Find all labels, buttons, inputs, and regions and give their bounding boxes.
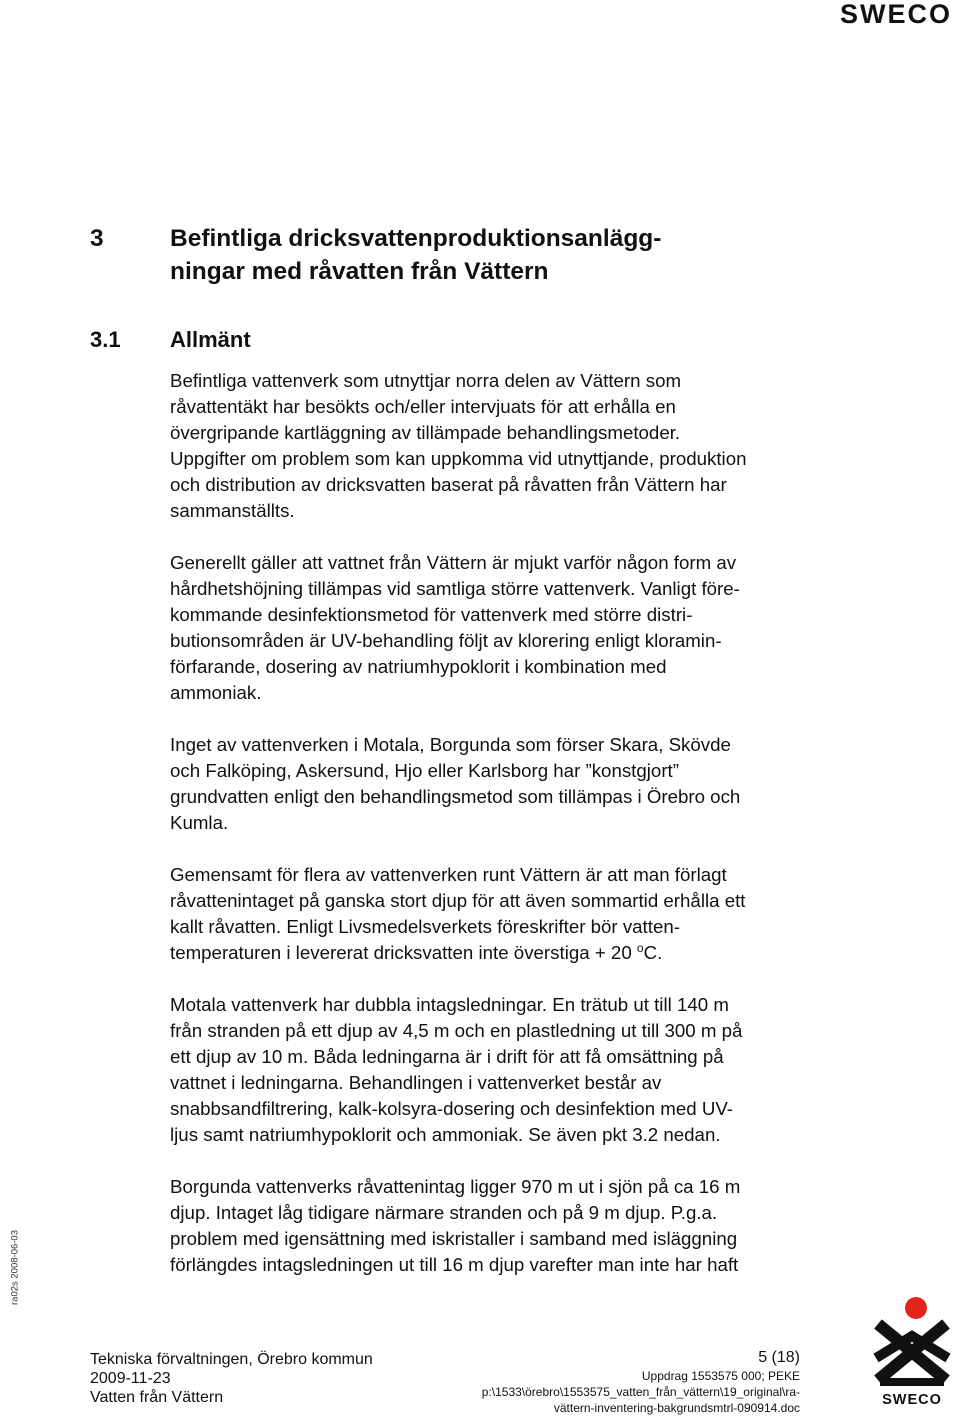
paragraph	[170, 368, 820, 524]
section-number: 3.1	[90, 327, 121, 352]
text-line: Generellt gäller att vattnet från Vättern är mjukt varför någon form av	[170, 552, 737, 573]
text-line: råvattenintaget på ganska stort djup för att även sommartid erhålla ett	[170, 890, 746, 911]
footer-path-line-1: p:\1533\örebro\1553575_vatten_från_vättern\19_original\ra-	[481, 1385, 800, 1399]
footer-right	[482, 1348, 800, 1416]
text-line: övergripande kartläggning av tillämpade behandlingsmetoder.	[170, 422, 681, 443]
footer-assignment: Uppdrag 1553575 000; PEKE	[641, 1369, 800, 1383]
text-line: grundvatten enligt den behandlingsmetod som tillämpas i Örebro och	[170, 786, 741, 807]
text-line: Gemensamt för flera av vattenverken runt Vättern är att man förlagt	[170, 864, 727, 885]
section-title: Allmänt	[170, 327, 251, 352]
paragraph	[170, 862, 820, 966]
paragraph	[170, 550, 820, 706]
footer-title: Vatten från Vättern	[90, 1389, 224, 1406]
text-line: vattnet i ledningarna. Behandlingen i vattenverket består av	[170, 1072, 662, 1093]
temperature-unit: C.	[643, 942, 663, 963]
text-line: och Falköping, Askersund, Hjo eller Karlsborg har ”konstgjort”	[170, 760, 679, 781]
sweco-logo-text: SWECO	[882, 1392, 942, 1408]
chapter-title	[170, 222, 850, 288]
sweco-logo-bottom	[872, 1296, 952, 1408]
text-line: förfarande, dosering av natriumhypoklorit i kombination med	[170, 656, 667, 677]
text-line: snabbsandfiltrering, kalk-kolsyra-dosering och desinfektion med UV-	[170, 1098, 733, 1119]
paragraph	[170, 732, 820, 836]
page-number: 5 (18)	[758, 1349, 800, 1366]
text-line: från stranden på ett djup av 4,5 m och en plastledning ut till 300 m på	[170, 1020, 743, 1041]
text-line: ljus samt natriumhypoklorit och ammoniak. Se även pkt 3.2 nedan.	[170, 1124, 721, 1145]
body-text	[170, 368, 820, 1278]
chapter-title-line-1: Befintliga dricksvattenproduktionsanlägg-	[170, 225, 662, 252]
text-line: ammoniak.	[170, 682, 262, 703]
text-line: problem med igensättning med iskristaller i samband med isläggning	[170, 1228, 738, 1249]
chapter-number: 3	[90, 225, 104, 252]
text-line: Inget av vattenverken i Motala, Borgunda som förser Skara, Skövde	[170, 734, 731, 755]
text-line: Borgunda vattenverks råvattenintag ligger 970 m ut i sjön på ca 16 m	[170, 1176, 741, 1197]
text-line: och distribution av dricksvatten baserat på råvatten från Vättern har	[170, 474, 727, 495]
footer-path-line-2: vättern-inventering-bakgrundsmtrl-090914.doc	[553, 1401, 800, 1415]
text-line: förlängdes intagsledningen ut till 16 m djup varefter man inte har haft	[170, 1254, 739, 1275]
sweco-figure-icon	[872, 1296, 952, 1388]
text-line: ett djup av 10 m. Båda ledningarna är i drift för att få omsättning på	[170, 1046, 724, 1067]
temperature-text: temperaturen i levererat dricksvatten inte överstiga + 20	[170, 942, 637, 963]
text-line: Kumla.	[170, 812, 229, 833]
footer-date: 2009-11-23	[90, 1370, 171, 1387]
text-line: Motala vattenverk har dubbla intagsledningar. En trätub ut till 140 m	[170, 994, 729, 1015]
text-line: Befintliga vattenverk som utnyttjar norra delen av Vättern som	[170, 370, 682, 391]
footer-left	[90, 1350, 373, 1407]
text-line: Uppgifter om problem som kan uppkomma vid utnyttjande, produktion	[170, 448, 747, 469]
paragraph	[170, 992, 820, 1148]
text-line: sammanställts.	[170, 500, 295, 521]
text-line: djup. Intaget låg tidigare närmare stranden och på 9 m djup. P.g.a.	[170, 1202, 718, 1223]
text-line	[170, 942, 662, 963]
sweco-logo-top: SWECO	[839, 0, 952, 29]
text-line: råvattentäkt har besökts och/eller intervjuats för att erhålla en	[170, 396, 676, 417]
chapter-title-line-2: ningar med råvatten från Vättern	[170, 258, 549, 285]
text-line: kallt råvatten. Enligt Livsmedelsverkets föreskrifter bör vatten-	[170, 916, 680, 937]
text-line: butionsområden är UV-behandling följt av klorering enligt kloramin-	[170, 630, 722, 651]
footer-org: Tekniska förvaltningen, Örebro kommun	[90, 1351, 373, 1368]
paragraph	[170, 1174, 820, 1278]
side-template-label: ra02s 2008-06-03	[9, 1230, 21, 1305]
text-line: kommande desinfektionsmetod för vattenverk med större distri-	[170, 604, 693, 625]
degree-sup: o	[636, 940, 644, 955]
text-line: hårdhetshöjning tillämpas vid samtliga större vattenverk. Vanligt före-	[170, 578, 740, 599]
